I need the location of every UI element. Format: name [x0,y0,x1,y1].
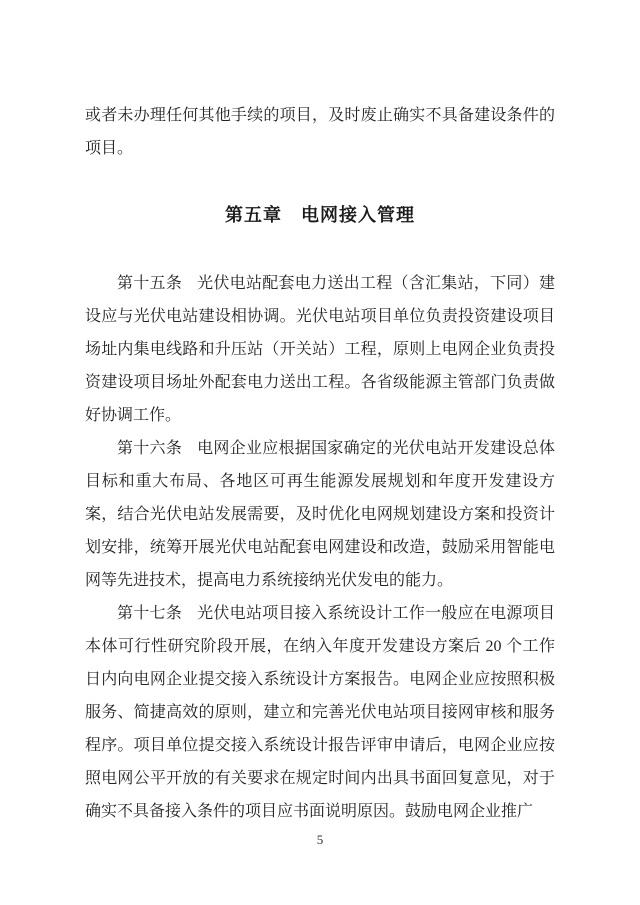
article-17-text: 光伏电站项目接入系统设计工作一般应在电源项目本体可行性研究阶段开展，在纳入年度开发建设方案后 20 个工作日内向电网企业提交接入系统设计方案报告。电网企业应按照积极服务、简捷高效的原则，建立和完善光伏电站项目接网审核和服务程序。项目单位提交接入系统设计报告评审申请后，电网企业应按照电网公平开放的有关要求在规定时间内出具书面回复意见，对于确实不具备接入条件的项目应书面说明原因。鼓励电网企业推广 [85,605,555,820]
article-16-paragraph [85,432,555,597]
article-17-paragraph [85,597,555,828]
article-16-text: 电网企业应根据国家确定的光伏电站开发建设总体目标和重大布局、各地区可再生能源发展规划和年度开发建设方案，结合光伏电站发展需要，及时优化电网规划建设方案和投资计划安排，统筹开展光伏电站配套电网建设和改造，鼓励采用智能电网等先进技术，提高电力系统接纳光伏发电的能力。 [85,440,555,589]
chapter-heading: 第五章 电网接入管理 [225,205,415,225]
article-17-number: 第十七条 [117,605,183,622]
article-15-text: 光伏电站配套电力送出工程（含汇集站，下同）建设应与光伏电站建设相协调。光伏电站项目单位负责投资建设项目场址内集电线路和升压站（开关站）工程，原则上电网企业负责投资建设项目场址外配套电力送出工程。各省级能源主管部门负责做好协调工作。 [85,275,555,424]
continuation-paragraph: 或者未办理任何其他手续的项目，及时废止确实不具备建设条件的项目。 [85,107,555,157]
page-number: 5 [316,832,324,847]
document-body [85,0,555,828]
article-16-number: 第十六条 [117,440,183,457]
article-15-number: 第十五条 [117,275,183,292]
article-15-paragraph [85,267,555,432]
